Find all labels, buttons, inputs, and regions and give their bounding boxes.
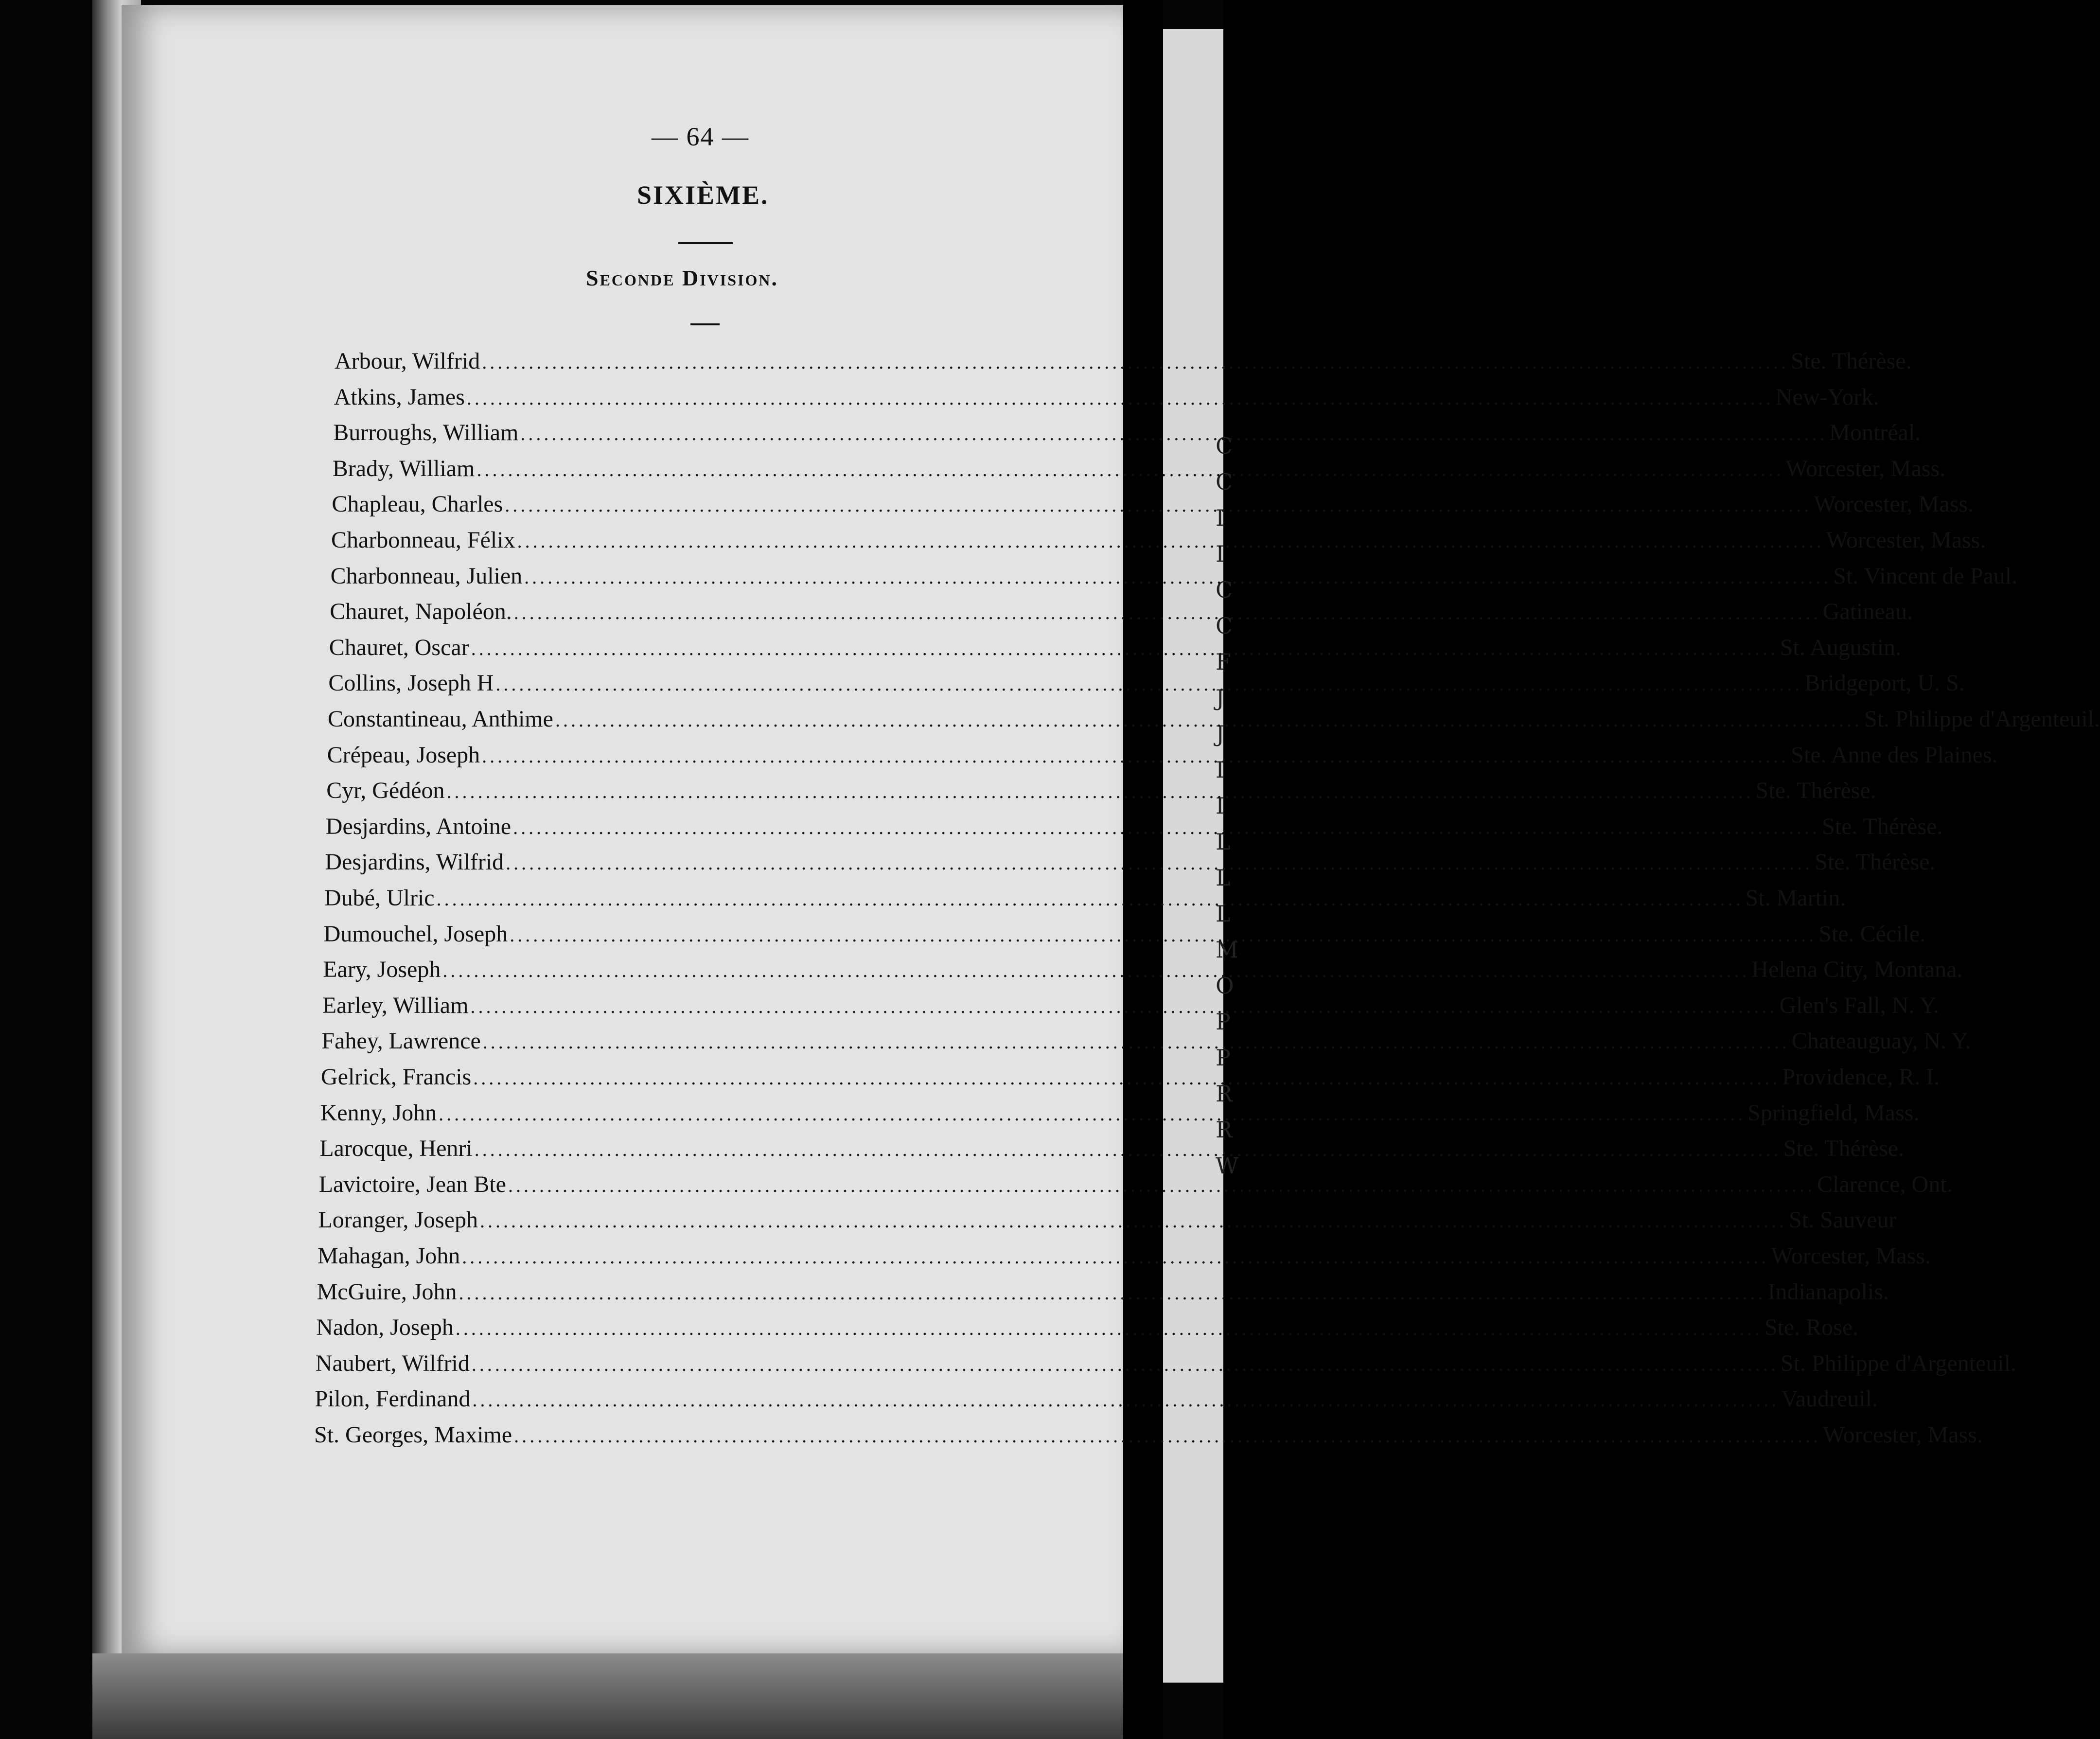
student-hometown: St. Vincent de Paul. (1833, 563, 2018, 589)
list-item (322, 992, 1940, 1021)
adjacent-page-letter: P (1216, 1009, 1231, 1035)
student-hometown: Ste. Thérèse. (1755, 778, 1876, 804)
list-item (332, 455, 1946, 484)
list-item (321, 1028, 1971, 1057)
list-item (318, 1242, 1931, 1272)
list-item (329, 634, 1902, 663)
adjacent-page-letter: C (1216, 613, 1233, 639)
page-number: — 64 — (652, 122, 749, 151)
dot-leader (442, 959, 1749, 982)
student-name: Mahagan, John (318, 1243, 460, 1269)
student-name: Constantineau, Anthime (328, 706, 553, 732)
student-hometown: Worcester, Mass. (1785, 455, 1946, 481)
student-name: Naubert, Wilfrid (315, 1350, 470, 1376)
list-item (335, 348, 1912, 377)
student-hometown: Clarence, Ont. (1817, 1171, 1953, 1197)
list-item (334, 384, 1879, 413)
student-name: Eary, Joseph (323, 957, 441, 983)
student-name: Crépeau, Joseph (327, 742, 480, 768)
student-name: Larocque, Henri (319, 1136, 473, 1162)
student-hometown: Ste. Thérèse. (1822, 813, 1943, 839)
adjacent-page-letter: L (1216, 901, 1231, 927)
adjacent-page-letter: C (1216, 433, 1233, 459)
list-item (332, 491, 1974, 520)
student-name: Atkins, James (334, 384, 465, 410)
student-hometown: St. Martin. (1745, 885, 1846, 911)
student-name: Chauret, Oscar (329, 634, 469, 660)
student-name: Earley, William (322, 992, 469, 1018)
adjacent-page-letter: I (1216, 505, 1225, 531)
dot-leader (437, 887, 1744, 910)
adjacent-page-letter: I (1216, 793, 1225, 819)
student-name: Gelrick, Francis (321, 1064, 472, 1090)
student-hometown: Worcester, Mass. (1771, 1243, 1931, 1269)
adjacent-page-letter: I (1216, 541, 1225, 567)
student-hometown: Ste. Thérèse. (1815, 849, 1936, 875)
adjacent-page-letter: L (1216, 829, 1231, 855)
section-title: SIXIÈME. (637, 180, 769, 210)
student-name: Arbour, Wilfrid (335, 348, 480, 374)
student-hometown: Ste. Thérèse. (1791, 348, 1912, 374)
adjacent-page-letter: R (1216, 1117, 1233, 1143)
list-item (333, 419, 1921, 448)
student-name: Pilon, Ferdinand (315, 1386, 471, 1412)
student-hometown: Ste. Rose. (1764, 1314, 1859, 1341)
student-name: Chauret, Napoléon. (330, 599, 512, 625)
list-item (328, 670, 1965, 699)
list-item (314, 1421, 1983, 1451)
dot-leader (462, 1245, 1769, 1268)
list-item (315, 1350, 2016, 1379)
dot-leader (447, 780, 1754, 803)
student-hometown: New-York. (1775, 384, 1879, 410)
student-name: Cyr, Gédéon (326, 778, 445, 804)
student-hometown: Gatineau. (1822, 599, 1913, 625)
student-hometown: Bridgeport, U. S. (1804, 670, 1965, 696)
student-hometown: Chateauguay, N. Y. (1791, 1028, 1971, 1054)
adjacent-page-letter: C (1216, 469, 1233, 495)
student-name: Desjardins, Antoine (325, 813, 512, 839)
dot-leader (480, 1209, 1787, 1232)
dot-leader (482, 745, 1789, 767)
adjacent-page-letter: I (1216, 757, 1225, 783)
list-item (330, 598, 1913, 627)
student-hometown: Ste. Anne des Plaines. (1791, 742, 1998, 768)
student-hometown: Ste. Cécile. (1818, 921, 1926, 947)
adjacent-page-letter: C (1216, 577, 1233, 603)
dot-leader (555, 709, 1862, 731)
list-item (328, 706, 2100, 735)
student-hometown: St. Sauveur (1789, 1207, 1897, 1233)
student-hometown: St. Augustin. (1780, 634, 1902, 660)
dot-leader (514, 601, 1821, 624)
student-name: Chapleau, Charles (332, 491, 503, 517)
list-item (316, 1314, 1859, 1343)
student-name: Brady, William (332, 455, 475, 481)
student-hometown: Indianapolis. (1767, 1278, 1889, 1305)
list-item (330, 563, 2018, 592)
student-hometown: St. Philippe d'Argenteuil. (1780, 1350, 2016, 1376)
student-hometown: Montréal. (1829, 420, 1921, 446)
dot-leader (467, 387, 1774, 409)
student-name: Desjardins, Wilfrid (325, 849, 504, 875)
dot-leader (505, 494, 1812, 516)
list-item (326, 777, 1876, 806)
dot-leader (470, 995, 1777, 1018)
dot-leader (456, 1317, 1763, 1340)
list-item (325, 813, 1943, 842)
student-name: Collins, Joseph H (328, 670, 494, 696)
dot-leader (495, 673, 1802, 695)
student-hometown: Vaudreuil. (1781, 1386, 1878, 1412)
student-name: McGuire, John (317, 1278, 457, 1305)
dot-leader (483, 1030, 1790, 1053)
dot-leader (506, 852, 1813, 874)
list-item (321, 1064, 1940, 1093)
dot-leader (514, 1424, 1821, 1447)
dot-leader (471, 637, 1778, 660)
adjacent-page-letter: O (1216, 973, 1234, 999)
adjacent-page-letter: J (1216, 721, 1225, 747)
dot-leader (513, 816, 1820, 839)
student-name: Charbonneau, Félix (331, 527, 515, 553)
list-item (331, 527, 1986, 556)
adjacent-page-letter: W (1216, 1153, 1239, 1179)
dot-leader (482, 351, 1789, 373)
student-hometown: St. Philippe d'Argenteuil. (1864, 706, 2100, 732)
dot-leader (476, 458, 1783, 481)
dot-leader (508, 1174, 1815, 1197)
list-item (325, 849, 1936, 878)
list-item (324, 885, 1846, 914)
student-hometown: Worcester, Mass. (1823, 1422, 1983, 1448)
adjacent-page-letter: P (1216, 1045, 1231, 1071)
list-item (319, 1135, 1905, 1164)
list-item (317, 1278, 1889, 1308)
student-name: Burroughs, William (333, 420, 519, 446)
dot-leader (472, 1353, 1779, 1376)
list-item (318, 1171, 1953, 1200)
dot-leader (472, 1388, 1779, 1411)
student-name: St. Georges, Maxime (314, 1422, 512, 1448)
student-hometown: Providence, R. I. (1782, 1064, 1940, 1090)
adjacent-page-letter: M (1216, 937, 1239, 963)
list-item (323, 921, 1926, 950)
adjacent-page-letter: R (1216, 1081, 1233, 1107)
adjacent-page-letter: F (1216, 649, 1231, 675)
student-name: Dumouchel, Joseph (323, 921, 508, 947)
dot-leader (439, 1102, 1746, 1125)
student-hometown: Worcester, Mass. (1826, 527, 1986, 553)
dot-leader (517, 530, 1824, 552)
dot-leader (475, 1138, 1782, 1161)
list-item (315, 1385, 1878, 1415)
student-name: Fahey, Lawrence (321, 1028, 481, 1054)
student-hometown: Helena City, Montana. (1751, 957, 1963, 983)
dot-leader (524, 566, 1831, 588)
list-item (327, 742, 1998, 771)
dot-leader (459, 1281, 1766, 1304)
student-name: Lavictoire, Jean Bte (318, 1171, 506, 1197)
list-item (323, 956, 1963, 985)
adjacent-page-letter: J (1216, 685, 1225, 711)
student-name: Loranger, Joseph (318, 1207, 478, 1233)
subsection-title: Seconde Division. (586, 266, 778, 290)
student-hometown: Glen's Fall, N. Y. (1779, 992, 1940, 1018)
student-hometown: Worcester, Mass. (1814, 491, 1974, 517)
list-item (320, 1100, 1920, 1129)
dot-leader (510, 923, 1817, 946)
student-name: Dubé, Ulric (324, 885, 435, 911)
dot-leader (520, 422, 1827, 445)
dot-leader (473, 1066, 1780, 1089)
student-hometown: Ste. Thérèse. (1783, 1136, 1905, 1162)
student-name: Nadon, Joseph (316, 1314, 454, 1341)
student-name: Kenny, John (320, 1100, 437, 1126)
list-item (318, 1207, 1897, 1236)
student-hometown: Springfield, Mass. (1747, 1100, 1920, 1126)
student-name: Charbonneau, Julien (330, 563, 523, 589)
adjacent-page-letter: L (1216, 865, 1231, 891)
